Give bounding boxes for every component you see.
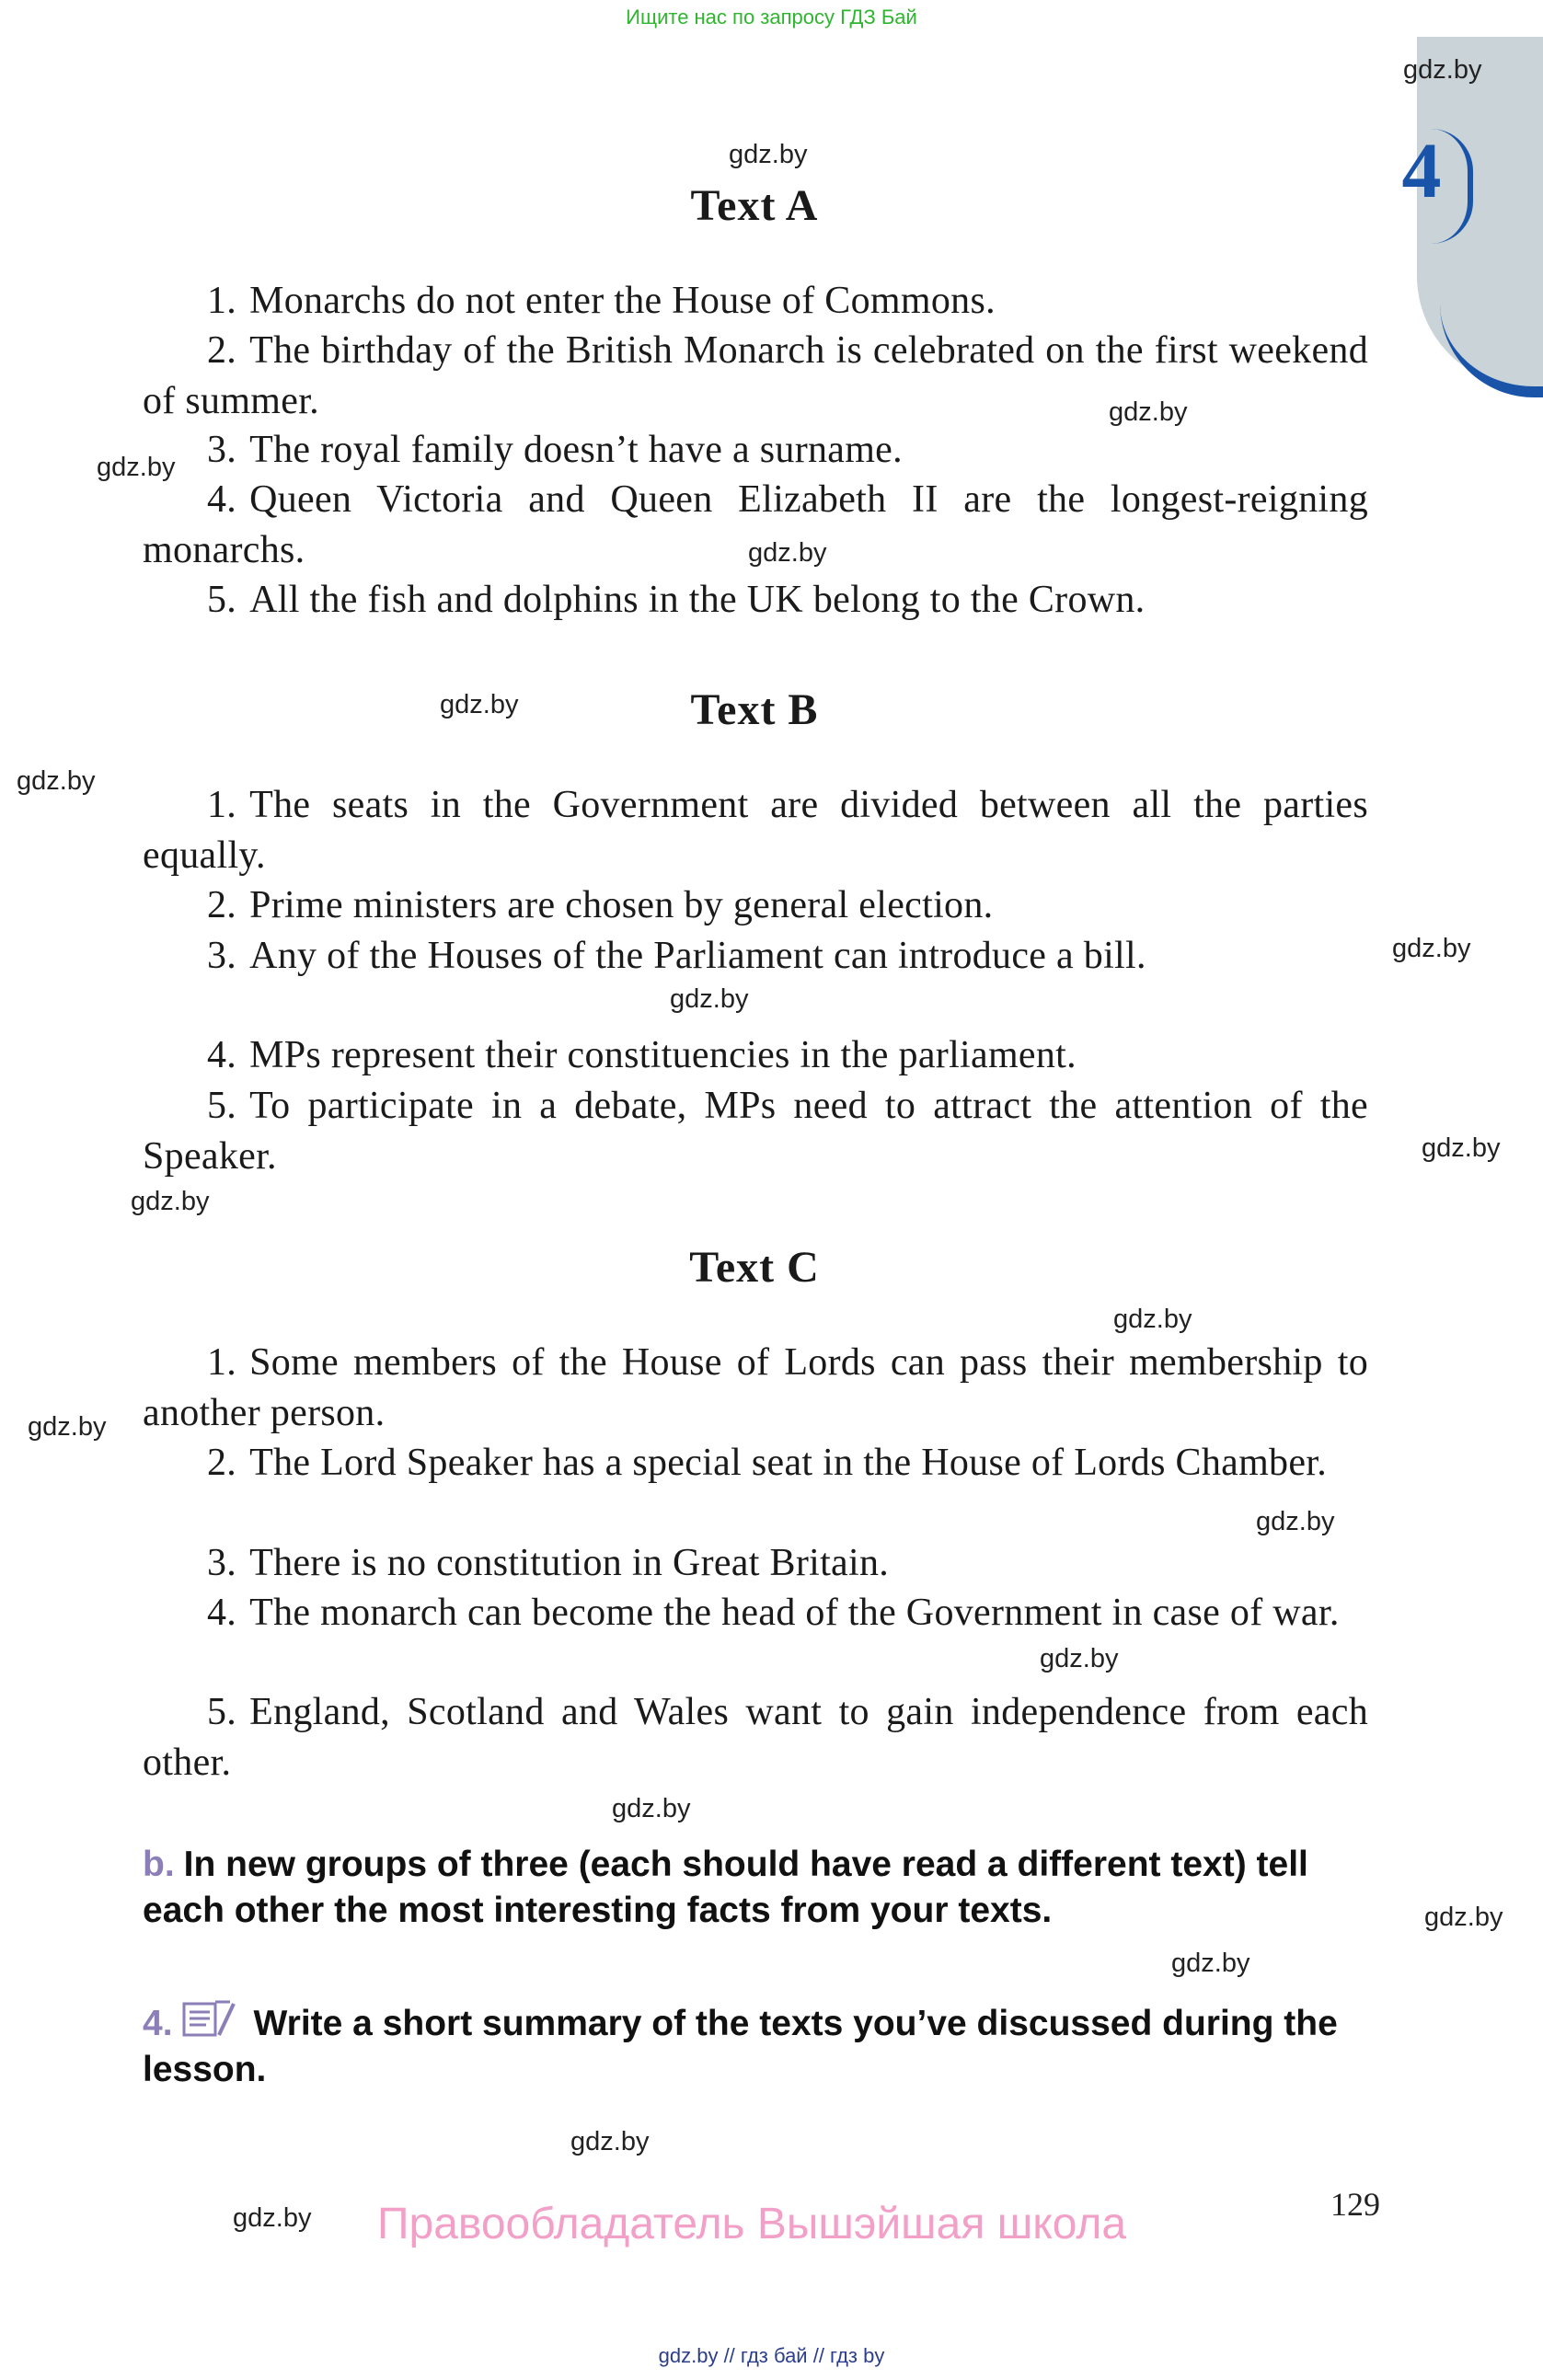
- text-c-item-1: [143, 1338, 1368, 1438]
- bottom-banner[interactable]: gdz.by // гдз бай // гдз by: [658, 2344, 885, 2367]
- item-text: The royal family doesn’t have a surname.: [249, 429, 903, 471]
- watermark: gdz.by: [570, 2127, 650, 2156]
- text-c-item-3: [143, 1538, 1368, 1589]
- item-number: 3.: [207, 429, 237, 471]
- text-c-item-2: [143, 1438, 1368, 1489]
- watermark: gdz.by: [1422, 1133, 1501, 1163]
- text-a-item-1: [143, 276, 1368, 327]
- item-number: 3.: [207, 935, 237, 977]
- watermark: gdz.by: [1424, 1903, 1503, 1932]
- item-text: Monarchs do not enter the House of Commons.: [249, 280, 996, 322]
- watermark: gdz.by: [17, 766, 96, 796]
- item-number: 4.: [207, 478, 237, 521]
- item-text: Some members of the House of Lords can pass their membership to another person.: [143, 1341, 1368, 1434]
- watermark: gdz.by: [1256, 1507, 1335, 1536]
- text-a-item-4: [143, 475, 1368, 575]
- item-number: 2.: [207, 884, 237, 926]
- text-c-item-4: [143, 1588, 1368, 1638]
- item-text: There is no constitution in Great Britain.: [249, 1542, 890, 1584]
- item-number: 1.: [207, 280, 237, 322]
- text-a-item-2: [143, 326, 1368, 426]
- watermark: gdz.by: [748, 538, 827, 568]
- task-label: b.: [143, 1845, 175, 1884]
- watermark: gdz.by: [670, 984, 749, 1014]
- item-number: 2.: [207, 1442, 237, 1484]
- notebook-writing-icon: [182, 1998, 237, 2035]
- text-c-heading: Text C: [689, 1243, 820, 1292]
- watermark: gdz.by: [1392, 934, 1471, 963]
- chapter-number: 4: [1401, 126, 1442, 214]
- text-b-item-1: [143, 780, 1368, 880]
- item-number: 3.: [207, 1542, 237, 1584]
- text-c-item-5: [143, 1687, 1368, 1788]
- item-number: 1.: [207, 1341, 237, 1384]
- watermark: gdz.by: [28, 1412, 107, 1442]
- watermark: gdz.by: [1403, 55, 1482, 85]
- item-text: Any of the Houses of the Parliament can introduce a bill.: [249, 935, 1146, 977]
- task-label: 4.: [143, 2004, 173, 2043]
- item-text: England, Scotland and Wales want to gain independence from each other.: [143, 1691, 1368, 1784]
- item-text: Queen Victoria and Queen Elizabeth II are the longest-reigning monarchs.: [143, 478, 1368, 571]
- item-text: To participate in a debate, MPs need to attract the attention of the Speaker.: [143, 1085, 1368, 1178]
- watermark: gdz.by: [729, 140, 808, 169]
- text-b-item-2: [143, 880, 1368, 931]
- item-text: The birthday of the British Monarch is celebrated on the first weekend of summer.: [143, 329, 1368, 422]
- top-banner[interactable]: Ищите нас по запросу ГДЗ Бай: [626, 6, 917, 29]
- text-a-heading: Text A: [690, 181, 819, 230]
- item-number: 5.: [207, 579, 237, 621]
- watermark: gdz.by: [1171, 1949, 1250, 1978]
- watermark: gdz.by: [440, 690, 519, 719]
- item-text: The monarch can become the head of the Government in case of war.: [249, 1592, 1340, 1634]
- item-number: 4.: [207, 1034, 237, 1076]
- text-b-item-5: [143, 1081, 1368, 1181]
- task-4: [143, 1998, 1368, 2093]
- watermark: gdz.by: [1109, 397, 1188, 427]
- item-number: 4.: [207, 1592, 237, 1634]
- task-text: Write a short summary of the texts you’ve discussed during the lesson.: [143, 2004, 1338, 2089]
- watermark: gdz.by: [1113, 1305, 1192, 1334]
- item-number: 5.: [207, 1085, 237, 1127]
- chapter-tab-accent: [1440, 304, 1543, 397]
- item-text: The seats in the Government are divided between all the parties equally.: [143, 784, 1368, 877]
- text-a-item-5: [143, 575, 1368, 626]
- item-text: Prime ministers are chosen by general election.: [249, 884, 994, 926]
- watermark: gdz.by: [233, 2203, 312, 2233]
- task-text: In new groups of three (each should have read a different text) tell each other the most interesting facts from your texts.: [143, 1845, 1308, 1930]
- page-number: 129: [1330, 2186, 1380, 2223]
- item-number: 1.: [207, 784, 237, 826]
- item-text: The Lord Speaker has a special seat in the House of Lords Chamber.: [249, 1442, 1328, 1484]
- watermark: gdz.by: [131, 1187, 210, 1216]
- watermark: gdz.by: [1040, 1644, 1119, 1673]
- task-b: [143, 1842, 1368, 1934]
- item-number: 5.: [207, 1691, 237, 1733]
- item-text: All the fish and dolphins in the UK belong to the Crown.: [249, 579, 1146, 621]
- text-b-item-4: [143, 1030, 1368, 1081]
- watermark: gdz.by: [612, 1794, 691, 1823]
- watermark: gdz.by: [97, 453, 176, 482]
- text-b-item-3: [143, 931, 1368, 982]
- text-b-heading: Text B: [690, 685, 819, 734]
- item-text: MPs represent their constituencies in the parliament.: [249, 1034, 1077, 1076]
- item-number: 2.: [207, 329, 237, 372]
- text-a-item-3: [143, 425, 1368, 476]
- copyright-notice: Правообладатель Вышэйшая школа: [377, 2200, 1127, 2248]
